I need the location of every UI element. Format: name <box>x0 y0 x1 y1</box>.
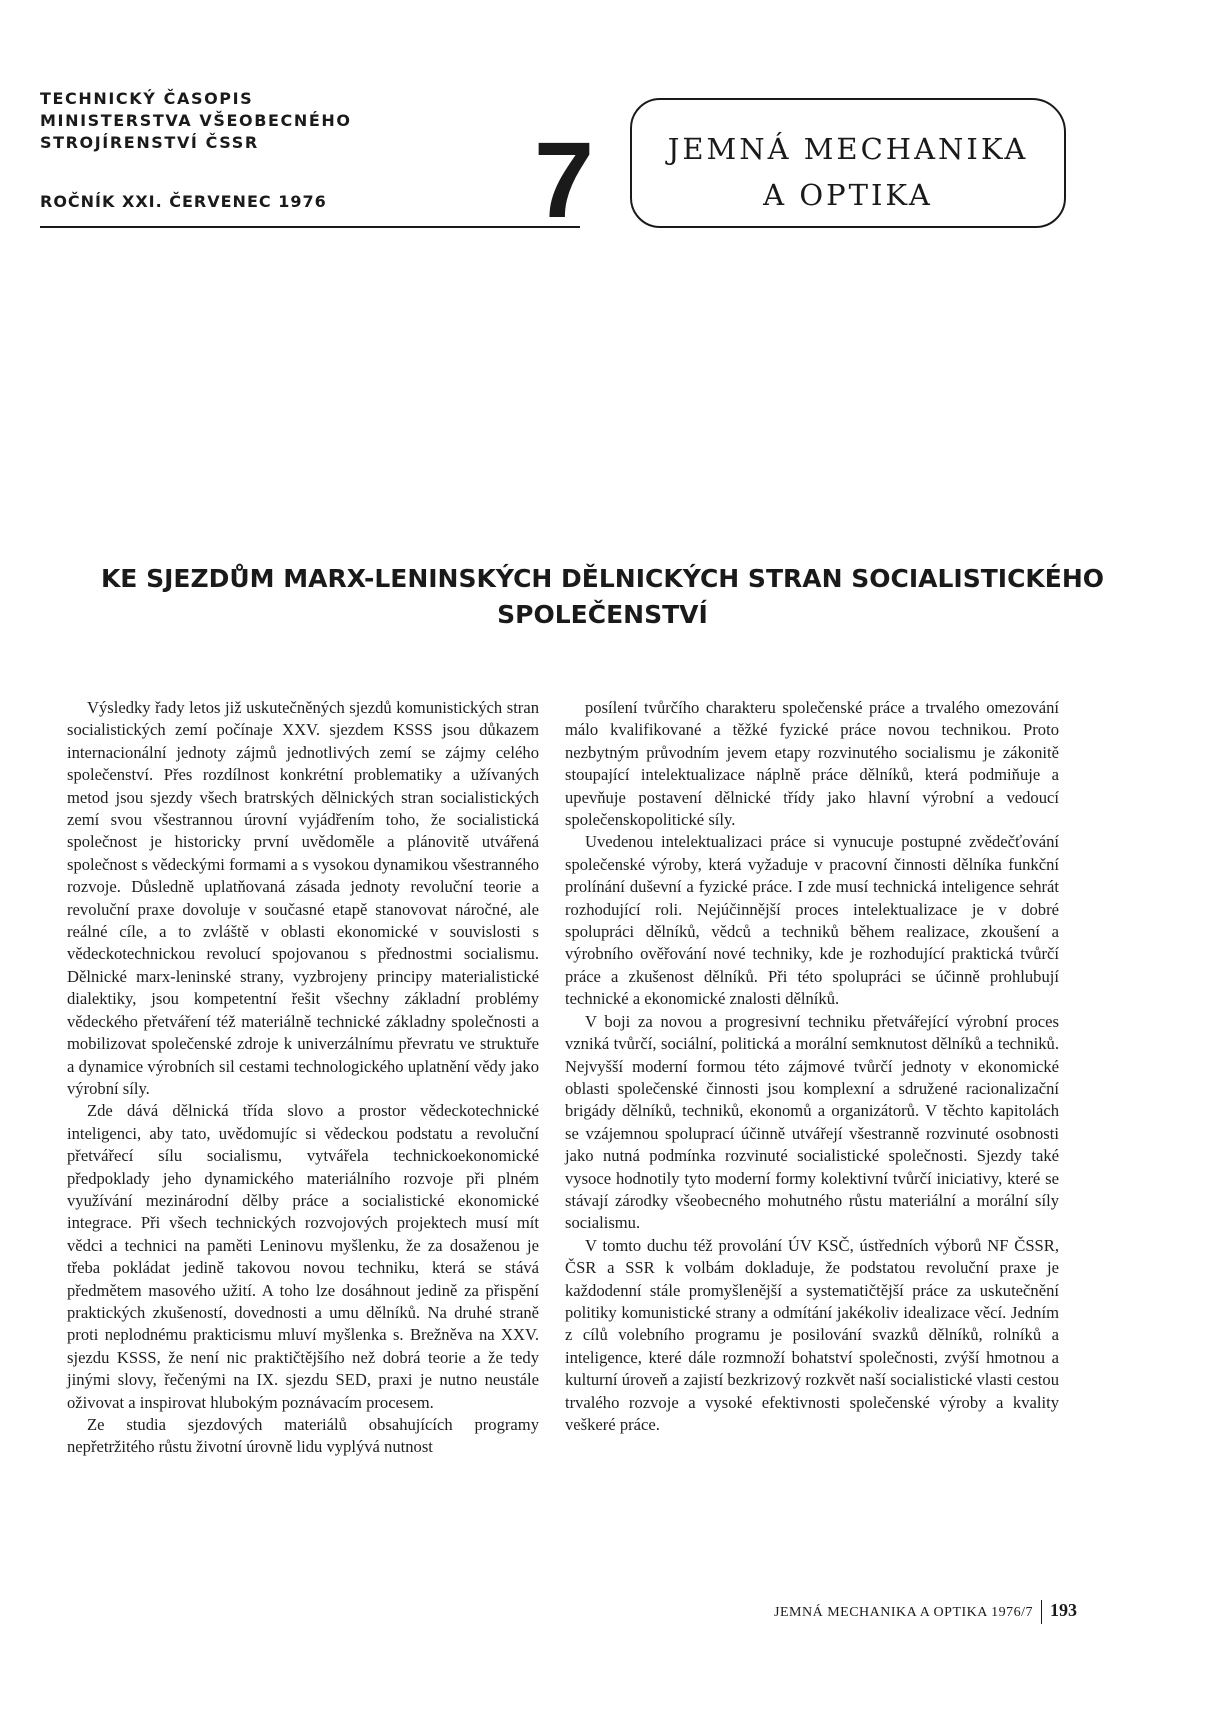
masthead-rule <box>40 226 580 228</box>
page-footer <box>774 1600 1077 1624</box>
footer-running-title: JEMNÁ MECHANIKA A OPTIKA 1976/7 <box>774 1605 1033 1620</box>
right-paragraph-3: V boji za novou a progresivní techniku přetvářející výrobní proces vzniká tvůrčí, sociální, politická a morální semknutost dělníků a techniků. Nejvyšší moderní formou této zájmové tvůrčí jednoty v ekonomické oblasti společenské činnosti jsou komplexní a sdružené racionalizační brigády dělníků, techniků, ekonomů a organizátorů. V těchto kapitolách se vzájemnou spoluprací účinně utvářejí všestranně rozvinuté osobnosti jako nutná podmínka rozvinuté socialistické společnosti. Sjezdy také vysoce hodnotily tyto moderní formy kolektivní tvůrčí iniciativy, které se stávají zárodky všeobecného mohutného růstu materiální a morální síly socialismu. <box>565 1011 1059 1233</box>
left-paragraph-1: Výsledky řady letos již uskutečněných sjezdů komunistických stran socialistických zemí počínaje XXV. sjezdem KSSS jsou důkazem internacionální jednoty zájmů jednotlivých zemí se zájmy celého společenství. Přes rozdílnost konkrétní problematiky a užívaných metod jsou sjezdy všech bratrských dělnických stran socialistických zemí svou všestrannou úrovní vyjádřením toho, že socialistická společnost je historicky první uvědoměle a plánovitě utvářená společnost s vědeckými formami a s vysokou dynamikou všestranného rozvoje. Důsledně uplatňovaná zásada jednoty revoluční teorie a revoluční praxe dovoluje v současné etapě stanovovat náročné, ale reálné cíle, a to zvláště v oblasti ekonomické v souvislosti s vědeckotechnickou revolucí spojovanou s přednostmi socialismu. Dělnické marx-leninské strany, vyzbrojeny principy materialistické dialektiky, jsou kompetentní řešit všechny základní problémy vědeckého přetváření též materiálně technické základny společnosti a mobilizovat společenské zdroje k univerzálnímu převratu ve struktuře a dynamice výrobních sil cestami technologického uplatnění vědy jako výrobní síly. <box>67 698 539 1098</box>
journal-title-line-1: JEMNÁ MECHANIKA <box>667 132 1029 166</box>
masthead-line-2: MINISTERSTVA VŠEOBECNÉHO <box>40 111 352 130</box>
journal-title <box>632 126 1064 218</box>
right-paragraph-1: posílení tvůrčího charakteru společenské práce a trvalého omezování málo kvalifikované a těžké fyzické práce novou technikou. Proto nezbytným průvodním jevem etapy rozvinutého socialismu je zákonitě stoupající intelektualizace náplně práce dělníků, která podmiňuje a upevňuje postavení dělnické třídy jako hlavní výrobní a vedoucí společenskopolitické síly. <box>565 698 1059 830</box>
article-title: KE SJEZDŮM MARX-LENINSKÝCH DĚLNICKÝCH STRAN SOCIALISTICKÉHO SPOLEČENSTVÍ <box>100 563 1105 629</box>
page-number: 193 <box>1050 1600 1077 1620</box>
masthead-line-1: TECHNICKÝ ČASOPIS <box>40 89 254 108</box>
publisher-masthead <box>40 88 352 154</box>
masthead-line-3: STROJÍRENSTVÍ ČSSR <box>40 133 259 152</box>
volume-issue-line: ROČNÍK XXI. ČERVENEC 1976 <box>40 192 327 211</box>
left-paragraph-2: Zde dává dělnická třída slovo a prostor vědeckotechnické inteligenci, aby tato, uvědomujíc si vědeckou podstatu a revoluční přetvářecí sílu socialismu, vytvářela technickoekonomické předpoklady jeho dynamického materiálního rozvoje při plném využívání mezinárodní dělby práce a socialistické ekonomické integrace. Při všech technických rozvojových projektech musí mít vědci a technici na paměti Leninovu myšlenku, že za dosaženou je třeba pokládat jedině takovou novou techniku, která se stává předmětem masového užití. A toho lze dosáhnout jedině za přispění praktických zkušeností, dovednosti a umu dělníků. Na druhé straně proti neplodnému prakticismu mluví myšlenka s. Brežněva na XXV. sjezdu KSSS, že není nic praktičtějšího než dobrá teorie a že tedy jinými slovy, řečenými na IX. sjezdu SED, praxi je nutno neustále oživovat a inspirovat hlubokým poznávacím procesem. <box>67 1101 539 1412</box>
right-paragraph-2: Uvedenou intelektualizaci práce si vynucuje postupné zvědečťování společenské výroby, která vyžaduje v pracovní činnosti dělníka funkční prolínání duševní a fyzické práce. I zde musí technická inteligence sehrát rozhodující roli. Nejúčinnější proces intelektualizace je v dobré spolupráci dělníků, vědců a techniků během realizace, zkoušení a výrobního ověřování nové techniky, kde je rozhodující praktická tvůrčí práce a zkušenost dělníků. Při této spolupráci se účinně prohlubují technické a ekonomické znalosti dělníků. <box>565 832 1059 1009</box>
journal-title-box <box>630 98 1066 228</box>
article-left-column <box>67 697 539 1459</box>
footer-divider <box>1041 1600 1042 1624</box>
right-paragraph-4: V tomto duchu též provolání ÚV KSČ, ústředních výborů NF ČSSR, ČSR a SSR k volbám dokladuje, že podstatou revoluční praxe je každodenní stále promyšlenější a systematičtější práce za uskutečnění politiky komunistické strany a odmítání jakékoliv idealizace věcí. Jedním z cílů volebního programu je posilování svazků dělníků, rolníků a inteligence, které dále rozmnoží bohatství společnosti, zvýší hmotnou a kulturní úroveň a zajistí bezkrizový rozkvět naší socialistické vlasti cestou trvalého rozvoje a vysoké efektivnosti společenské výroby a kvality veškeré práce. <box>565 1235 1059 1434</box>
journal-title-line-2: A OPTIKA <box>763 178 933 212</box>
left-paragraph-3: Ze studia sjezdových materiálů obsahujících programy nepřetržitého růstu životní úrovně lidu vyplývá nutnost <box>67 1415 539 1457</box>
article-right-column <box>565 697 1059 1436</box>
issue-number: 7 <box>534 119 595 240</box>
